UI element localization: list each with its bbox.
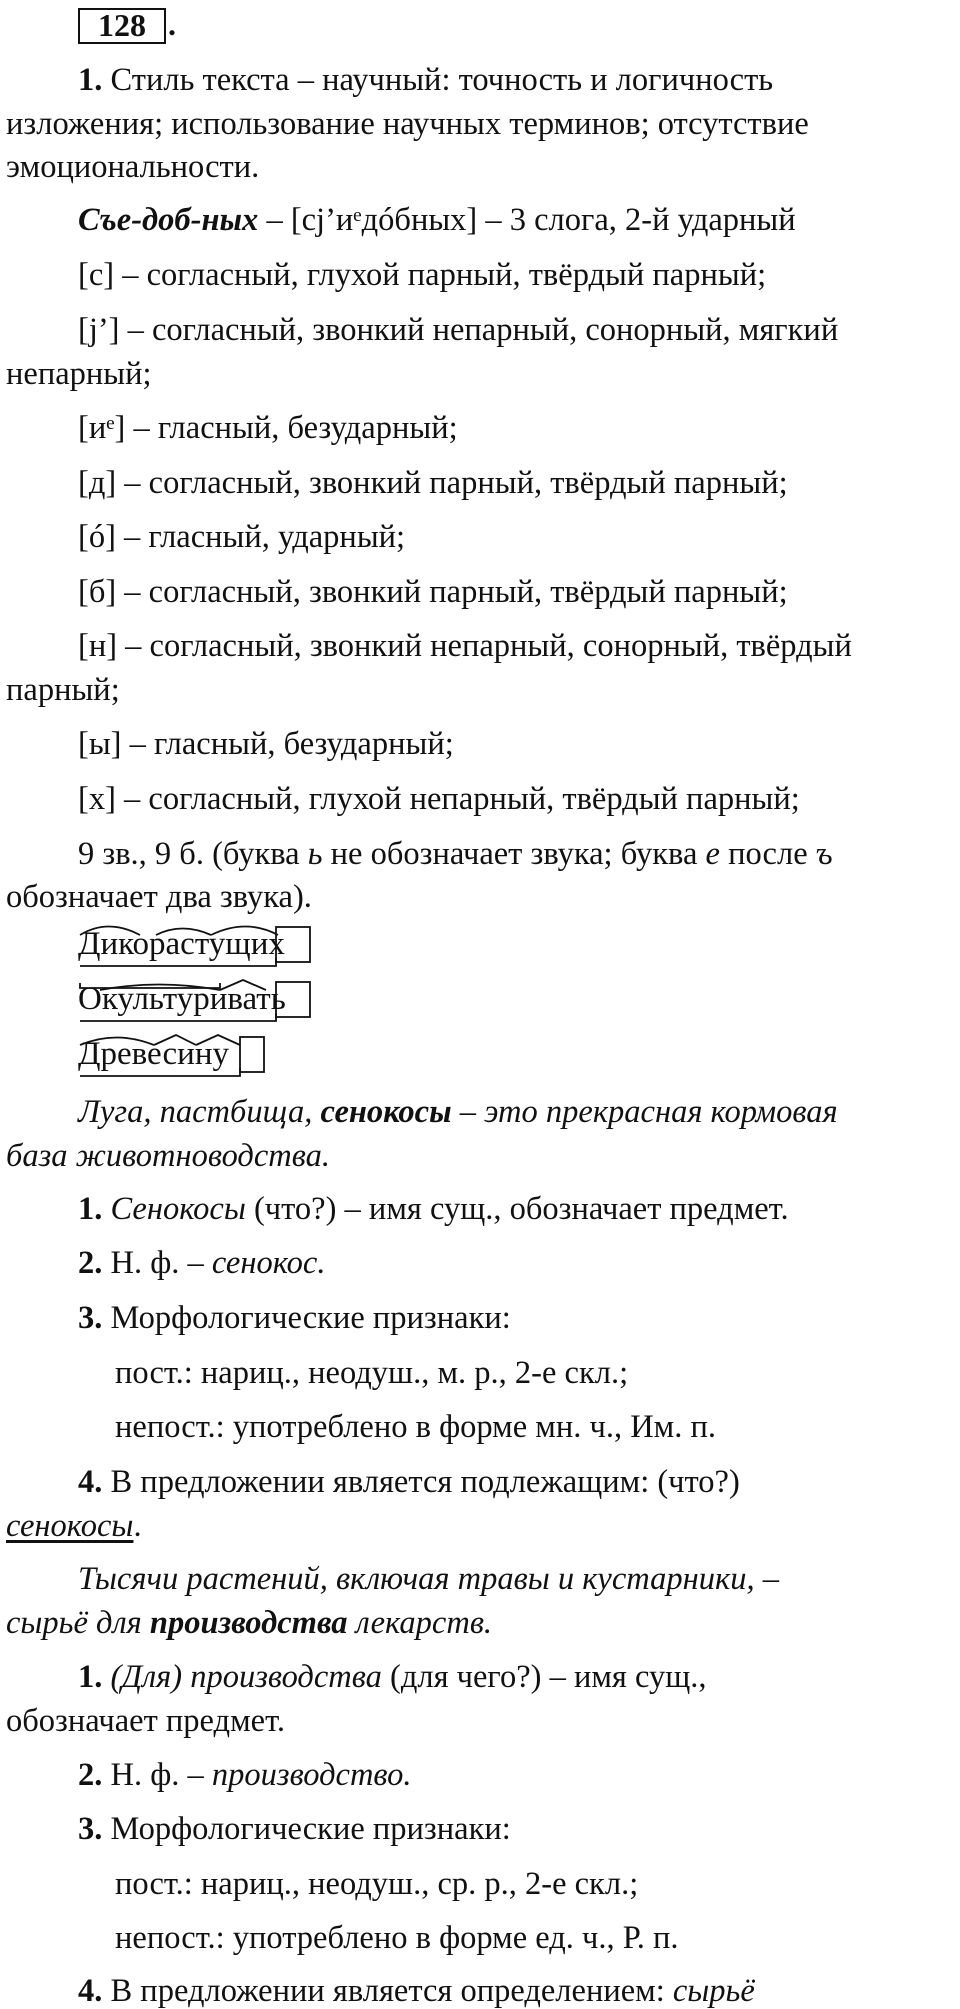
p1-line3: эмоциональности.	[6, 149, 260, 185]
p1-line2: изложения; использование научных терминов; отсутствие	[6, 106, 809, 142]
p1-line1: 1. Стиль текста – научный: точность и логичность	[78, 62, 774, 98]
ending-2: ть	[256, 981, 286, 1017]
syllable-split-word: Съе-доб-ных	[78, 202, 259, 238]
phonetic-n-2: парный;	[6, 672, 120, 708]
stem-1: Дикорастущ	[78, 926, 251, 962]
morpheme-word-1	[78, 920, 318, 964]
exercise-number-box	[78, 8, 166, 44]
analysis2-item2: 2. Н. ф. – производство.	[78, 1757, 412, 1793]
ending-1: их	[250, 926, 285, 962]
sentence1-keyword: сенокосы	[320, 1094, 452, 1130]
analysis1-item4-line2: сенокосы.	[6, 1508, 142, 1544]
analysis2-post: пост.: нариц., неодуш., ср. р., 2-е скл.;	[115, 1866, 639, 1902]
sentence2-line1: Тысячи растений, включая травы и кустарники, –	[78, 1561, 779, 1597]
subject-underlined: сенокосы	[6, 1508, 134, 1544]
sentence1-line2: база животноводства.	[6, 1138, 331, 1174]
morpheme-word-2	[78, 975, 318, 1019]
transcription-line: Съе-доб-ных – [cj’иᵉдóбных] – 3 слога, 2-й ударный	[78, 202, 796, 238]
phonetic-s: [с] – согласный, глухой парный, твёрдый парный;	[78, 257, 767, 293]
sentence2-line2: сырьё для производства лекарств.	[6, 1605, 493, 1641]
analysis1-item1: 1. Сенокосы (что?) – имя сущ., обозначает предмет.	[78, 1191, 789, 1227]
phonetic-j-1: [j’] – согласный, звонкий непарный, сонорный, мягкий	[78, 312, 839, 348]
phonetic-j-2: непарный;	[6, 356, 152, 392]
phonetic-h: [х] – согласный, глухой непарный, твёрдый парный;	[78, 781, 800, 817]
analysis1-item2: 2. Н. ф. – сенокос.	[78, 1245, 326, 1281]
analysis2-item1: 1. (Для) производства (для чего?) – имя сущ.,	[78, 1659, 707, 1695]
phonetic-d: [д] – согласный, звонкий парный, твёрдый парный;	[78, 465, 788, 501]
phonetic-y: [ы] – гласный, безударный;	[78, 726, 454, 762]
morpheme-marks-2	[78, 975, 318, 1023]
morpheme-marks-1	[78, 920, 318, 968]
analysis2-item3: 3. Морфологические признаки:	[78, 1811, 511, 1847]
summary-line2: обозначает два звука).	[6, 879, 312, 915]
stem-3: Древесин	[78, 1036, 213, 1072]
analysis1-item4: 4. В предложении является подлежащим: (что?)	[78, 1464, 740, 1500]
phonetic-o: [ó] – гласный, ударный;	[78, 519, 406, 555]
analysis2-nepost: непост.: употреблено в форме ед. ч., Р. п.	[115, 1920, 679, 1956]
phonetic-i: [иᵉ] – гласный, безударный;	[78, 410, 458, 446]
analysis1-item3: 3. Морфологические признаки:	[78, 1300, 511, 1336]
phonetic-b: [б] – согласный, звонкий парный, твёрдый парный;	[78, 574, 788, 610]
summary-line1: 9 зв., 9 б. (буква ь не обозначает звука; буква е после ъ	[78, 836, 833, 872]
exercise-number: 128	[98, 7, 146, 43]
morpheme-word-3	[78, 1030, 318, 1074]
analysis1-post: пост.: нариц., неодуш., м. р., 2-е скл.;	[115, 1355, 629, 1391]
analysis2-item1-line2: обозначает предмет.	[6, 1703, 285, 1739]
morpheme-marks-3	[78, 1030, 318, 1078]
p1-num: 1.	[78, 62, 103, 98]
ending-3: у	[212, 1036, 229, 1072]
analysis1-nepost: непост.: употреблено в форме мн. ч., Им. п.	[115, 1409, 716, 1445]
sentence2-keyword: производства	[149, 1605, 348, 1641]
exercise-number-dot: .	[168, 6, 176, 42]
phonetic-n-1: [н] – согласный, звонкий непарный, сонорный, твёрдый	[78, 628, 852, 664]
sentence1-line1: Луга, пастбища, сенокосы – это прекрасная кормовая	[78, 1094, 838, 1130]
analysis2-item4: 4. В предложении является определением: сырьё	[78, 1973, 755, 2009]
stem-2: Окультурива	[78, 981, 257, 1017]
